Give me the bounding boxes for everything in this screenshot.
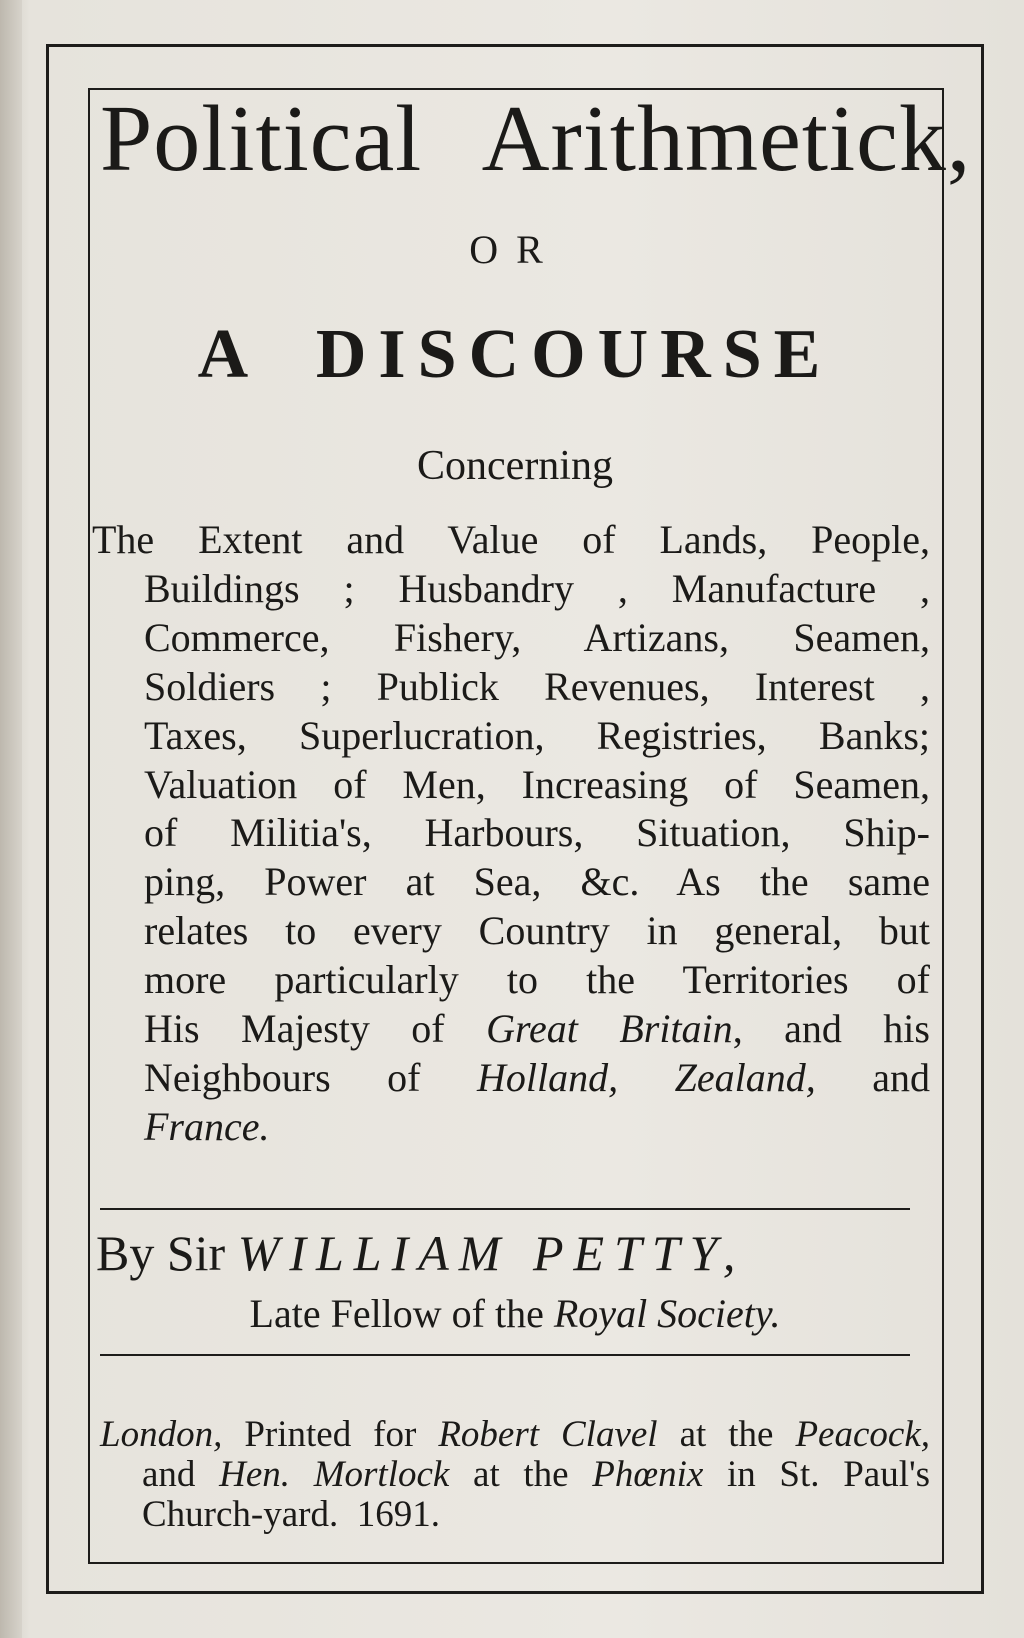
description-line-britain (92, 1005, 930, 1054)
great-britain-text: Great Britain (486, 1006, 733, 1052)
france-text: France. (144, 1103, 270, 1149)
author-name: WILLIAM PETTY, (237, 1225, 746, 1281)
imprint-printed-for: Printed for (244, 1414, 417, 1455)
his-majesty-text: His Majesty of (144, 1006, 445, 1052)
book-title: Political Arithmetick, (100, 87, 972, 191)
and-text: and (872, 1054, 931, 1100)
imprint-churchyard: Church-yard. (142, 1494, 339, 1535)
description-line: Commerce, Fishery, Artizans, Seamen, (144, 614, 930, 660)
imprint-city: London, (100, 1414, 223, 1455)
description-line: The Extent and Value of Lands, People, (92, 517, 930, 562)
description-line: Taxes, Superlucration, Registries, Banks; (144, 712, 930, 758)
imprint-year: 1691. (356, 1494, 440, 1535)
position-prefix: Late Fellow of the (249, 1291, 544, 1336)
society-name: Royal Society. (553, 1291, 781, 1336)
imprint-printer-1: Robert Clavel (438, 1414, 658, 1455)
imprint-line-2 (100, 1455, 930, 1495)
author-position (100, 1290, 930, 1337)
description-line: of Militia's, Harbours, Situation, Ship- (144, 810, 930, 856)
holland-text: Holland, (476, 1054, 619, 1100)
author-line (96, 1224, 930, 1282)
description-line: ping, Power at Sea, &c. As the same (144, 859, 930, 905)
description-line-france (92, 1103, 930, 1152)
subtitle: A DISCOURSE (197, 316, 833, 393)
imprint-location: in St. Paul's (726, 1454, 931, 1495)
imprint-line-1 (100, 1415, 930, 1455)
description-block (92, 516, 930, 1152)
and-his-text: , and his (732, 1006, 930, 1052)
imprint-at-2: at the (473, 1454, 569, 1495)
imprint-sign-2: Phœnix (592, 1454, 704, 1495)
description-line: Valuation of Men, Increasing of Seamen, (144, 761, 930, 807)
imprint (100, 1415, 930, 1535)
neighbours-text: Neighbours of (144, 1054, 421, 1100)
imprint-and: and (142, 1454, 196, 1495)
imprint-line-3 (100, 1495, 930, 1535)
description-line-neighbours (92, 1054, 930, 1103)
imprint-sign-1: Peacock, (795, 1414, 930, 1455)
imprint-at-1: at the (679, 1414, 774, 1455)
imprint-printer-2: Hen. Mortlock (219, 1454, 450, 1495)
description-line: Soldiers ; Publick Revenues, Interest , (144, 663, 930, 709)
description-line: more particularly to the Territories of (144, 957, 930, 1003)
zealand-text: Zealand, (674, 1054, 816, 1100)
author-prefix: By Sir (96, 1225, 226, 1281)
concerning-label: Concerning (417, 443, 613, 489)
rule-above-imprint (100, 1354, 910, 1356)
description-line: Buildings ; Husbandry , Manufacture , (144, 565, 930, 611)
rule-above-author (100, 1208, 910, 1210)
title-connector: OR (469, 227, 561, 272)
description-line: relates to every Country in general, but (144, 908, 930, 954)
